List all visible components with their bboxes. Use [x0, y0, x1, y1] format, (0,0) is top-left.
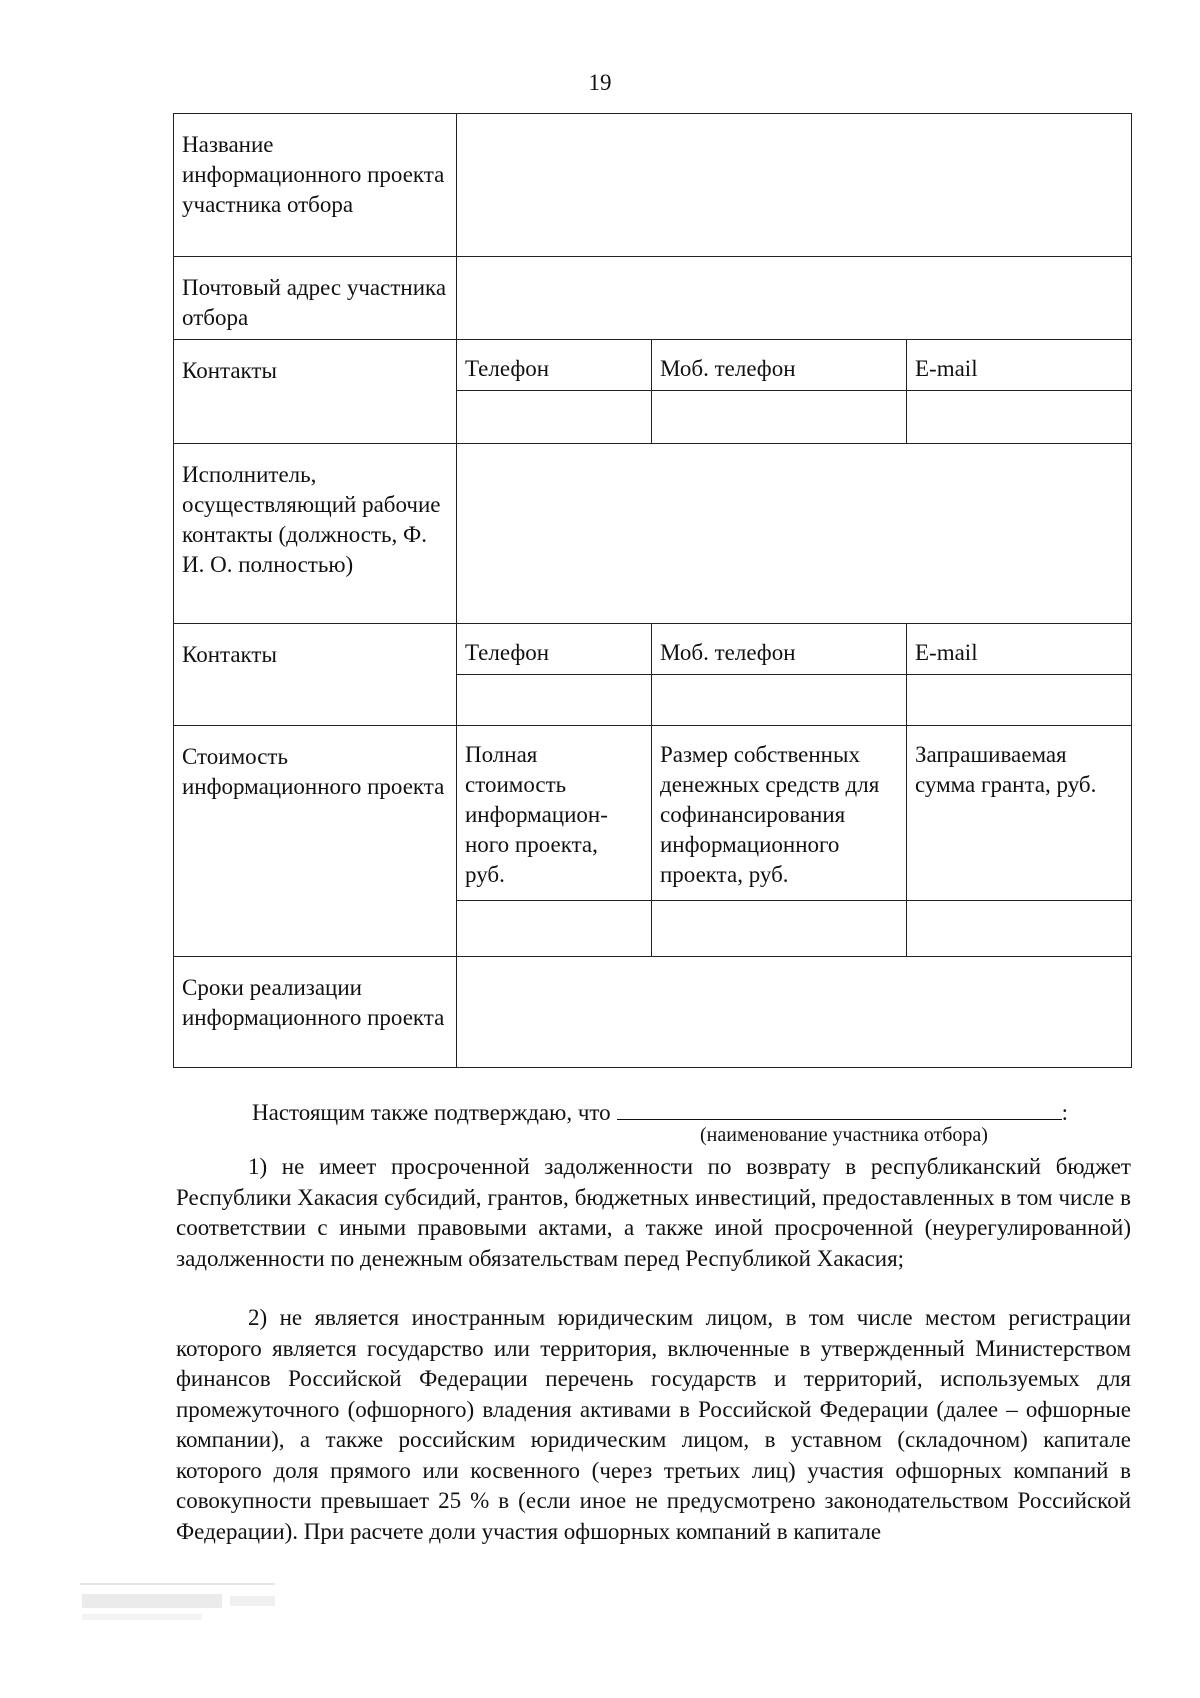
cost-header-row: [174, 726, 1132, 901]
project-name-row: [174, 114, 1132, 257]
confirmation-colon: :: [1061, 1100, 1069, 1125]
email-header: E-mail: [907, 340, 1132, 391]
condition-paragraph-1: 1) не имеет просроченной задолженности по возврату в республиканский бюджет Республики Хакасия субсидий, грантов, бюджетных инвестиций, предоставленных в том числе в соответствии с иными правовыми актами, а также иной просроченной (неурегулированной) задолженности по денежным обязательствам перед Республикой Хакасия;: [176, 1154, 1131, 1271]
grant-amount-header: Запрашиваемая сумма гранта, руб.: [907, 726, 1132, 901]
application-form-table: [173, 113, 1132, 1068]
mobile-phone-value[interactable]: [652, 391, 907, 444]
postal-address-label: Почтовый адрес участника отбора: [174, 257, 457, 340]
own-funds-header: Размер собственных денежных средств для софинансирования информационного проекта, руб.: [652, 726, 907, 901]
email-value[interactable]: [907, 391, 1132, 444]
terms-value[interactable]: [457, 957, 1132, 1068]
confirmation-intro: Настоящим также подтверждаю, что: [252, 1100, 611, 1125]
condition-paragraph-2: 2) не является иностранным юридическим лицом, в том числе местом регистрации которого является государство или территория, включенные в утвержденный Министерством финансов Российской Федерации перечень государств и территорий, используемых для промежуточного (офшорного) владения активами в Российской Федерации (далее – офшорные компании), а также российским юридическим лицом, в уставном (складочном) капитале которого доля прямого или косвенного (через третьих лиц) участия офшорных компаний в совокупности превышает 25 % в (если иное не предусмотрено законодательством Российской Федерации). При расчете доли участия офшорных компаний в капитале: [176, 1305, 1131, 1544]
executor-value[interactable]: [457, 444, 1132, 624]
terms-label: Сроки реализации информационного проекта: [174, 957, 457, 1068]
cost-label: Стоимость информационного проекта: [174, 726, 457, 957]
participant-name-caption: (наименование участника отбора): [700, 1124, 988, 1146]
full-cost-header: Полная стоимость информационного проекта, руб.: [457, 726, 652, 901]
full-cost-value[interactable]: [457, 901, 652, 957]
mobile-phone-header: Моб. телефон: [652, 340, 907, 391]
executor-contacts-label: Контакты: [174, 624, 457, 726]
phone-value[interactable]: [457, 391, 652, 444]
executor-mobile-phone-header: Моб. телефон: [652, 624, 907, 675]
contacts-label: Контакты: [174, 340, 457, 444]
project-name-value[interactable]: [457, 114, 1132, 257]
project-name-label: Название информационного проекта участника отбора: [174, 114, 457, 257]
executor-email-value[interactable]: [907, 675, 1132, 726]
contacts-header-row-1: [174, 340, 1132, 391]
executor-phone-header: Телефон: [457, 624, 652, 675]
own-funds-value[interactable]: [652, 901, 907, 957]
grant-amount-value[interactable]: [907, 901, 1132, 957]
phone-header: Телефон: [457, 340, 652, 391]
participant-name-blank[interactable]: [617, 1097, 1062, 1120]
page-number: 19: [588, 70, 612, 95]
terms-row: [174, 957, 1132, 1068]
contacts-header-row-2: [174, 624, 1132, 675]
executor-row: [174, 444, 1132, 624]
executor-mobile-phone-value[interactable]: [652, 675, 907, 726]
executor-phone-value[interactable]: [457, 675, 652, 726]
faded-stamp-mark: [80, 1580, 290, 1628]
executor-label: Исполнитель, осуществляющий рабочие контакты (должность, Ф. И. О. полностью): [174, 444, 457, 624]
postal-address-row: [174, 257, 1132, 340]
postal-address-value[interactable]: [457, 257, 1132, 340]
executor-email-header: E-mail: [907, 624, 1132, 675]
confirmation-line: [252, 1097, 1132, 1128]
